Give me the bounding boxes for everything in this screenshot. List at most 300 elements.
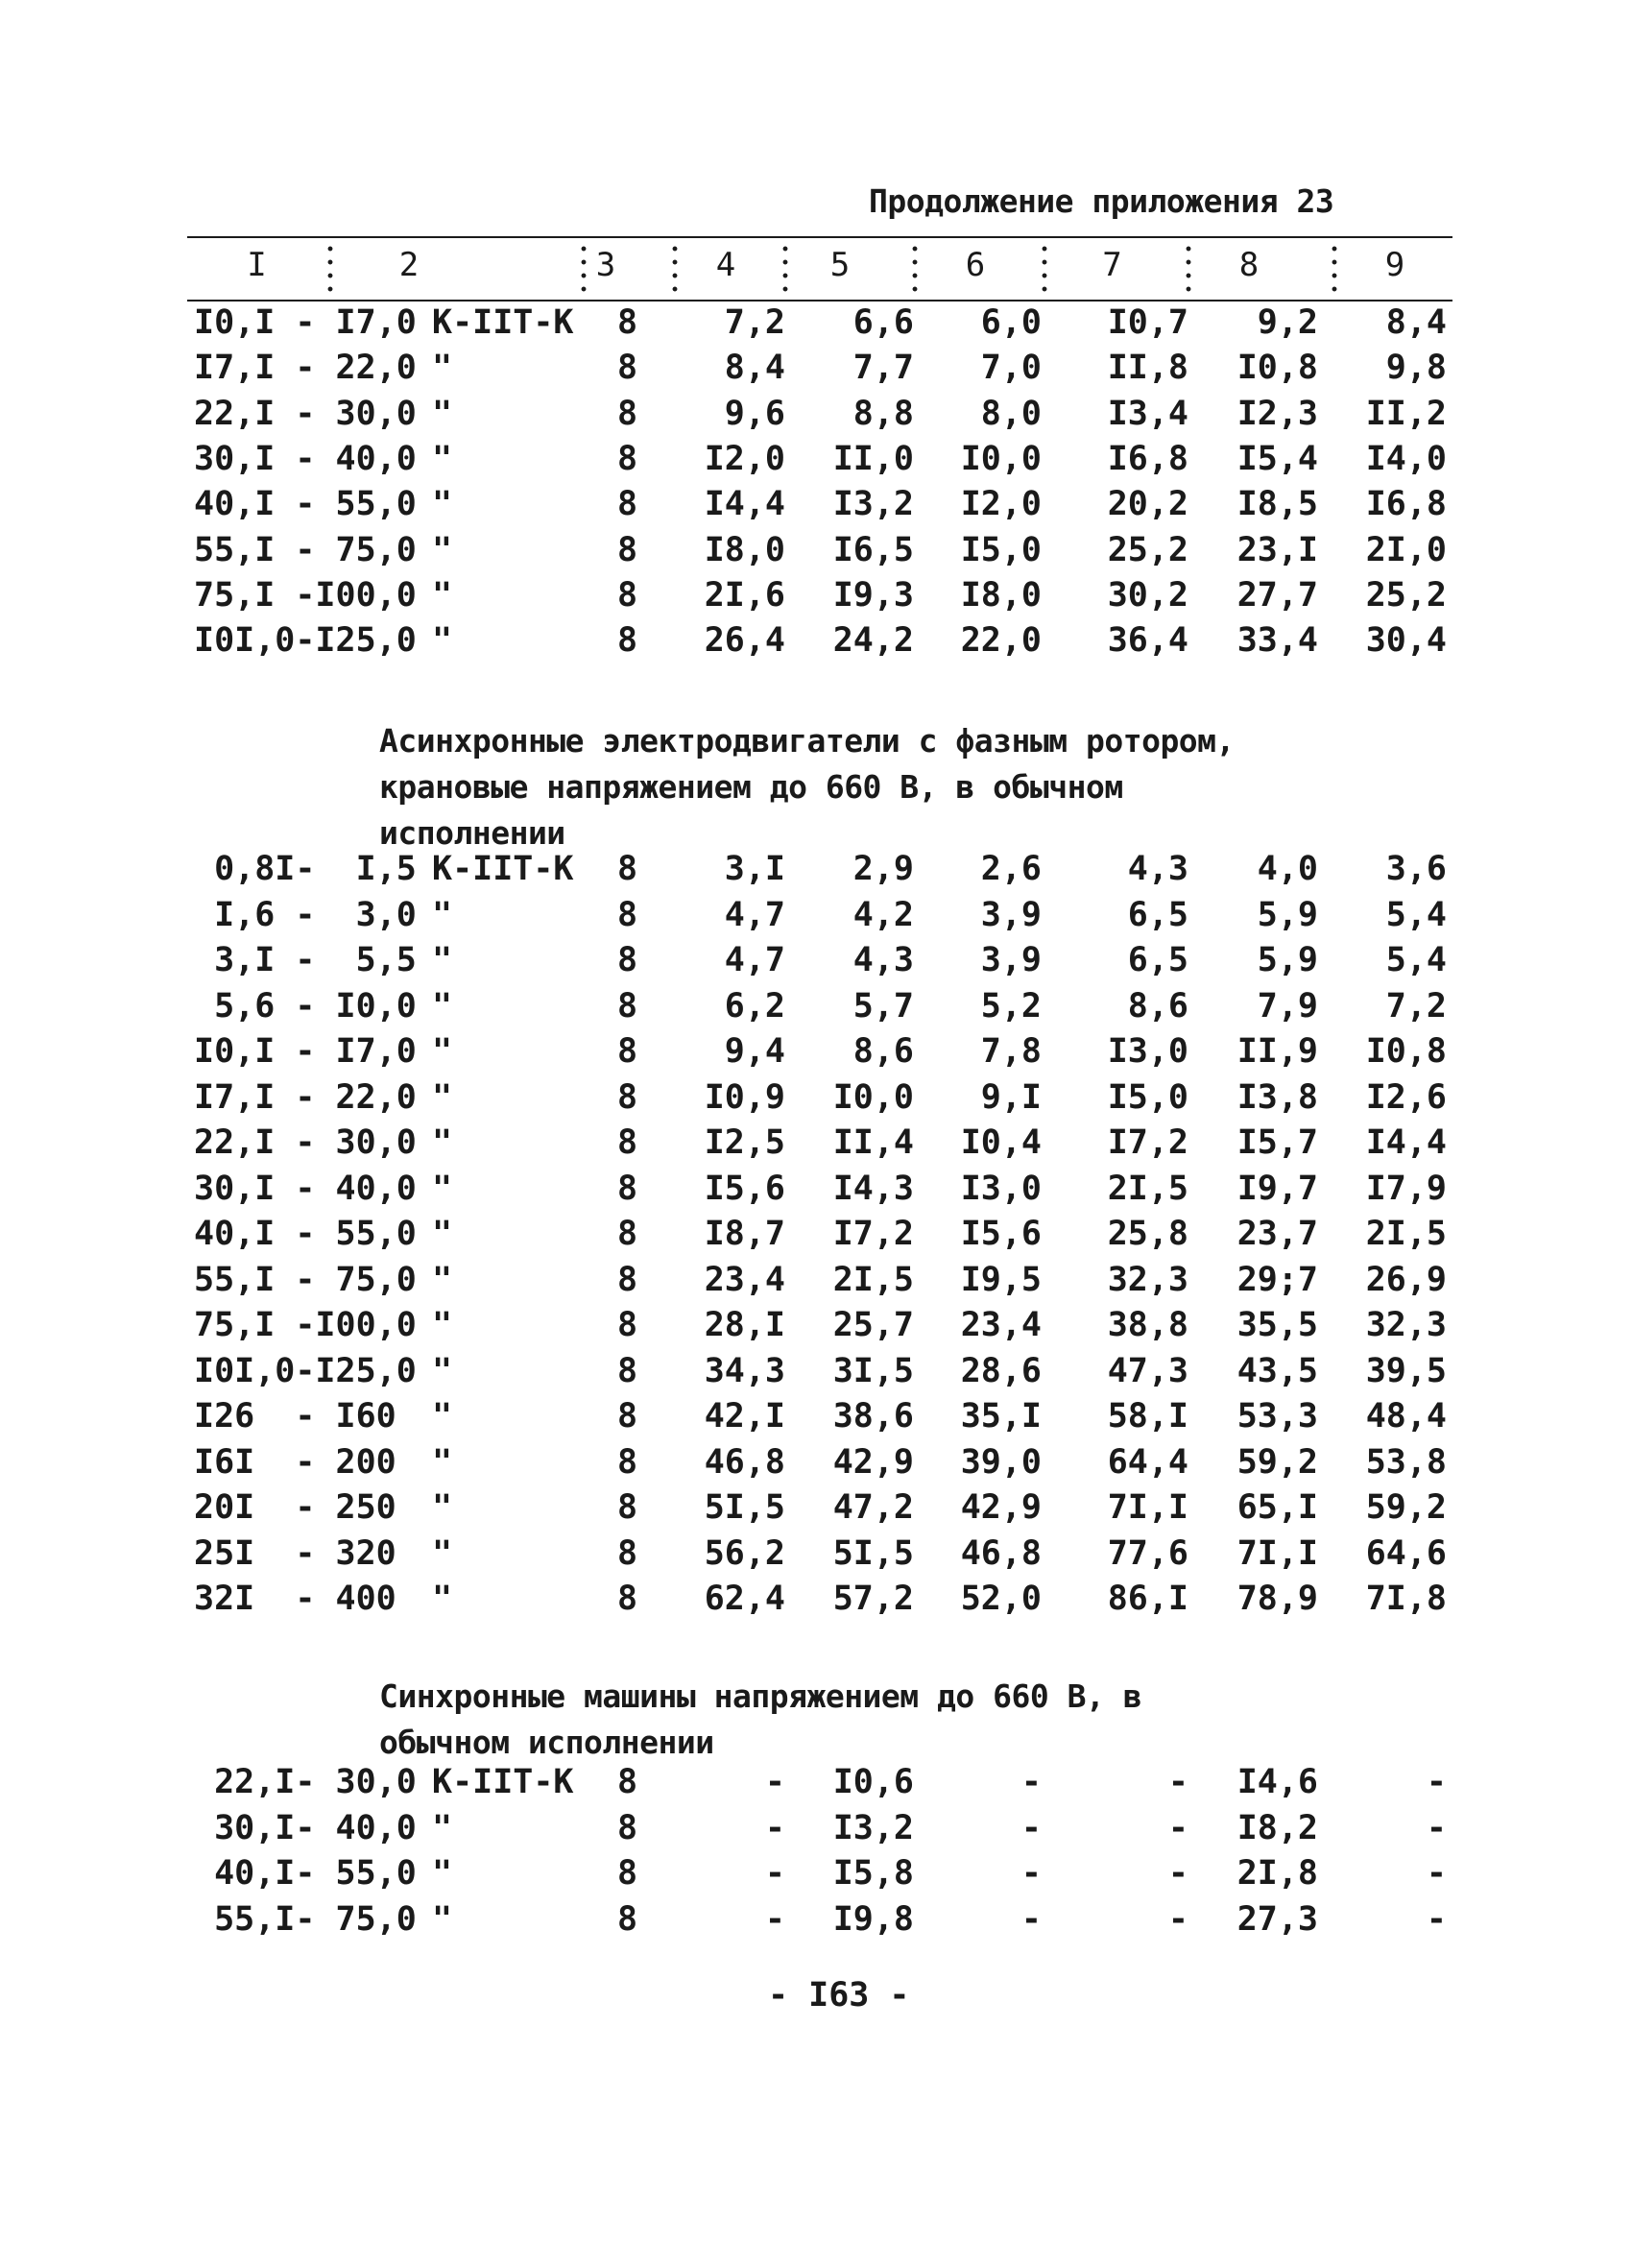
- table-cell-col-2: ": [432, 485, 453, 524]
- table-cell-col-6: 3,9: [980, 895, 1042, 934]
- table-cell-col-7: II,8: [1107, 349, 1188, 388]
- table-cell-col-2: ": [432, 1488, 453, 1527]
- table-cell-col-2: К-IIТ-К: [432, 850, 574, 888]
- table-cell-col-1: I0,I - I7,0: [194, 1032, 417, 1071]
- table-cell-col-2: ": [432, 1533, 453, 1573]
- table-cell-col-6: 28,6: [960, 1351, 1042, 1390]
- table-cell-col-5: I9,8: [832, 1899, 914, 1939]
- table-cell-col-9: 32,3: [1365, 1306, 1447, 1344]
- section-3-heading: [379, 1674, 1141, 1766]
- table-cell-col-9: I4,4: [1365, 1123, 1447, 1162]
- table-cell-col-9: I6,8: [1365, 485, 1447, 524]
- table-cell-col-1: I0I,0-I25,0: [194, 1351, 417, 1390]
- heading-line: Синхронные машины напряжением до 660 В, в: [379, 1677, 1142, 1715]
- table-cell-col-8: 9,2: [1257, 303, 1318, 342]
- header-bottom-rule: [187, 300, 1452, 302]
- table-cell-col-9: -: [1426, 1763, 1447, 1801]
- table-cell-col-6: 7,0: [980, 349, 1042, 388]
- table-cell-col-4: 28,I: [704, 1306, 785, 1344]
- table-cell-col-7: 4,3: [1127, 850, 1188, 888]
- table-cell-col-1: 22,I- 30,0: [194, 1763, 417, 1801]
- table-cell-col-5: 2,9: [852, 850, 914, 888]
- table-cell-col-9: -: [1426, 1854, 1447, 1893]
- table-cell-col-6: 2,6: [980, 850, 1042, 888]
- table-cell-col-3: 8: [617, 621, 638, 661]
- table-cell-col-3: 8: [617, 1854, 638, 1893]
- table-cell-col-9: 2I,5: [1365, 1215, 1447, 1253]
- table-row: [0, 1900, 1632, 1944]
- table-cell-col-3: 8: [617, 1397, 638, 1436]
- table-cell-col-9: 64,6: [1365, 1533, 1447, 1573]
- table-cell-col-9: I2,6: [1365, 1077, 1447, 1117]
- table-cell-col-1: 30,I - 40,0: [194, 439, 417, 478]
- table-cell-col-8: 59,2: [1236, 1442, 1318, 1482]
- table-cell-col-1: 0,8I- I,5: [194, 850, 417, 888]
- table-cell-col-8: 4,0: [1257, 850, 1318, 888]
- table-cell-col-4: I2,0: [704, 439, 785, 478]
- table-cell-col-5: 2I,5: [832, 1260, 914, 1299]
- table-cell-col-8: I4,6: [1236, 1763, 1318, 1801]
- table-cell-col-8: 35,5: [1236, 1306, 1318, 1344]
- table-cell-col-2: ": [432, 575, 453, 615]
- table-cell-col-5: 47,2: [832, 1488, 914, 1527]
- table-cell-col-6: 5,2: [980, 986, 1042, 1025]
- table-row: [0, 1763, 1632, 1807]
- table-cell-col-9: -: [1426, 1808, 1447, 1847]
- header-col-1: I: [247, 246, 267, 284]
- table-cell-col-3: 8: [617, 530, 638, 569]
- table-cell-col-1: 22,I - 30,0: [194, 394, 417, 433]
- table-row: [0, 1306, 1632, 1350]
- table-cell-col-5: 5I,5: [832, 1533, 914, 1573]
- table-cell-col-5: I3,2: [832, 485, 914, 524]
- table-cell-col-8: 5,9: [1257, 941, 1318, 979]
- table-cell-col-9: 5,4: [1385, 895, 1447, 934]
- table-cell-col-2: ": [432, 1169, 453, 1208]
- table-cell-col-1: I26 - I60: [194, 1397, 396, 1436]
- table-cell-col-8: I9,7: [1236, 1169, 1318, 1208]
- table-cell-col-9: 48,4: [1365, 1397, 1447, 1436]
- table-cell-col-4: 62,4: [704, 1580, 785, 1618]
- table-cell-col-9: 9,8: [1385, 349, 1447, 388]
- table-cell-col-4: I4,4: [704, 485, 785, 524]
- table-cell-col-6: 6,0: [980, 303, 1042, 342]
- table-cell-col-7: 6,5: [1127, 895, 1188, 934]
- table-cell-col-7: 20,2: [1107, 485, 1188, 524]
- table-cell-col-3: 8: [617, 1123, 638, 1162]
- table-cell-col-1: 55,I - 75,0: [194, 530, 417, 569]
- table-cell-col-4: 42,I: [704, 1397, 785, 1436]
- table-cell-col-4: 4,7: [724, 941, 785, 979]
- table-cell-col-8: 23,7: [1236, 1215, 1318, 1253]
- table-cell-col-5: I6,5: [832, 530, 914, 569]
- table-cell-col-6: I2,0: [960, 485, 1042, 524]
- table-cell-col-2: ": [432, 1260, 453, 1299]
- table-cell-col-5: 24,2: [832, 621, 914, 661]
- table-row: [0, 1352, 1632, 1396]
- table-cell-col-2: ": [432, 895, 453, 934]
- table-cell-col-6: -: [1020, 1899, 1042, 1939]
- heading-line: исполнении: [379, 814, 565, 852]
- table-cell-col-9: 26,9: [1365, 1260, 1447, 1299]
- table-cell-col-9: 25,2: [1365, 575, 1447, 615]
- table-cell-col-7: 32,3: [1107, 1260, 1188, 1299]
- table-cell-col-3: 8: [617, 303, 638, 342]
- table-row: [0, 1443, 1632, 1487]
- table-row: [0, 1580, 1632, 1624]
- table-cell-col-3: 8: [617, 1533, 638, 1573]
- table-cell-col-2: К-IIТ-К: [432, 1763, 574, 1801]
- table-cell-col-4: 7,2: [724, 303, 785, 342]
- table-cell-col-4: -: [764, 1763, 785, 1801]
- table-cell-col-4: 5I,5: [704, 1488, 785, 1527]
- table-cell-col-2: ": [432, 621, 453, 661]
- table-cell-col-5: 6,6: [852, 303, 914, 342]
- table-cell-col-5: II,0: [832, 439, 914, 478]
- table-cell-col-3: 8: [617, 941, 638, 979]
- table-cell-col-1: 40,I - 55,0: [194, 485, 417, 524]
- table-cell-col-2: ": [432, 1306, 453, 1344]
- table-cell-col-5: 4,2: [852, 895, 914, 934]
- table-cell-col-8: II,9: [1236, 1032, 1318, 1071]
- table-cell-col-6: 35,I: [960, 1397, 1042, 1436]
- table-row: [0, 1488, 1632, 1532]
- header-col-4: 4: [715, 246, 736, 284]
- table-cell-col-3: 8: [617, 439, 638, 478]
- table-row: [0, 303, 1632, 348]
- table-cell-col-9: I0,8: [1365, 1032, 1447, 1071]
- table-cell-col-1: I7,I - 22,0: [194, 1077, 417, 1117]
- table-cell-col-5: I0,0: [832, 1077, 914, 1117]
- table-cell-col-7: 25,8: [1107, 1215, 1188, 1253]
- table-cell-col-2: ": [432, 1442, 453, 1482]
- table-row: [0, 1032, 1632, 1076]
- table-cell-col-6: I5,6: [960, 1215, 1042, 1253]
- table-row: [0, 1397, 1632, 1441]
- table-cell-col-9: 53,8: [1365, 1442, 1447, 1482]
- table-cell-col-2: ": [432, 986, 453, 1025]
- table-cell-col-2: ": [432, 1123, 453, 1162]
- table-cell-col-8: 27,7: [1236, 575, 1318, 615]
- table-cell-col-8: I8,5: [1236, 485, 1318, 524]
- page-number: - I63 -: [768, 1976, 910, 2015]
- table-row: [0, 531, 1632, 575]
- table-cell-col-5: 8,8: [852, 394, 914, 433]
- table-cell-col-3: 8: [617, 1442, 638, 1482]
- table-cell-col-3: 8: [617, 394, 638, 433]
- table-row: [0, 850, 1632, 894]
- table-row: [0, 1078, 1632, 1122]
- table-cell-col-8: I3,8: [1236, 1077, 1318, 1117]
- table-cell-col-1: 55,I - 75,0: [194, 1260, 417, 1299]
- table-cell-col-5: II,4: [832, 1123, 914, 1162]
- table-cell-col-6: -: [1020, 1854, 1042, 1893]
- table-cell-col-9: 5,4: [1385, 941, 1447, 979]
- table-cell-col-7: 2I,5: [1107, 1169, 1188, 1208]
- table-cell-col-6: 23,4: [960, 1306, 1042, 1344]
- header-col-8: 8: [1238, 246, 1260, 284]
- table-cell-col-6: -: [1020, 1808, 1042, 1847]
- table-cell-col-6: 22,0: [960, 621, 1042, 661]
- table-cell-col-4: 8,4: [724, 349, 785, 388]
- table-cell-col-6: I3,0: [960, 1169, 1042, 1208]
- section-2-heading: [379, 718, 1235, 857]
- table-cell-col-4: 9,6: [724, 394, 785, 433]
- table-cell-col-6: I5,0: [960, 530, 1042, 569]
- table-cell-col-5: 25,7: [832, 1306, 914, 1344]
- table-cell-col-9: 8,4: [1385, 303, 1447, 342]
- table-cell-col-8: 65,I: [1236, 1488, 1318, 1527]
- table-cell-col-9: 39,5: [1365, 1351, 1447, 1390]
- table-cell-col-9: I4,0: [1365, 439, 1447, 478]
- table-cell-col-1: 20I - 250: [194, 1488, 396, 1527]
- table-cell-col-2: ": [432, 1032, 453, 1071]
- table-cell-col-7: -: [1167, 1854, 1188, 1893]
- header-col-9: 9: [1384, 246, 1405, 284]
- table-cell-col-6: I9,5: [960, 1260, 1042, 1299]
- table-row: [0, 621, 1632, 665]
- table-cell-col-8: 78,9: [1236, 1580, 1318, 1618]
- table-row: [0, 1854, 1632, 1898]
- table-cell-col-7: I7,2: [1107, 1123, 1188, 1162]
- table-cell-col-6: 52,0: [960, 1580, 1042, 1618]
- table-cell-col-7: I3,4: [1107, 394, 1188, 433]
- table-cell-col-7: 64,4: [1107, 1442, 1188, 1482]
- table-cell-col-5: 57,2: [832, 1580, 914, 1618]
- table-cell-col-1: 25I - 320: [194, 1533, 396, 1573]
- table-row: [0, 1215, 1632, 1259]
- table-cell-col-3: 8: [617, 1899, 638, 1939]
- table-cell-col-2: ": [432, 1899, 453, 1939]
- table-cell-col-5: I3,2: [832, 1808, 914, 1847]
- table-row: [0, 440, 1632, 484]
- table-cell-col-5: 3I,5: [832, 1351, 914, 1390]
- table-cell-col-4: 56,2: [704, 1533, 785, 1573]
- table-cell-col-6: 9,I: [980, 1077, 1042, 1117]
- table-cell-col-5: 42,9: [832, 1442, 914, 1482]
- table-row: [0, 485, 1632, 529]
- table-cell-col-9: 7I,8: [1365, 1580, 1447, 1618]
- table-cell-col-8: 27,3: [1236, 1899, 1318, 1939]
- table-cell-col-3: 8: [617, 1351, 638, 1390]
- table-cell-col-2: ": [432, 530, 453, 569]
- header-separator: [782, 238, 788, 300]
- table-cell-col-5: 8,6: [852, 1032, 914, 1071]
- table-cell-col-9: II,2: [1365, 394, 1447, 433]
- table-cell-col-8: 29;7: [1236, 1260, 1318, 1299]
- table-cell-col-1: 30,I - 40,0: [194, 1169, 417, 1208]
- table-cell-col-4: 4,7: [724, 895, 785, 934]
- table-cell-col-7: I6,8: [1107, 439, 1188, 478]
- table-cell-col-5: 5,7: [852, 986, 914, 1025]
- table-cell-col-1: I0,I - I7,0: [194, 303, 417, 342]
- table-cell-col-1: I0I,0-I25,0: [194, 621, 417, 661]
- table-cell-col-1: 3,I - 5,5: [194, 941, 417, 979]
- header-col-2: 2: [398, 246, 420, 284]
- table-cell-col-7: -: [1167, 1808, 1188, 1847]
- heading-line: Асинхронные электродвигатели с фазным ротором,: [379, 722, 1235, 760]
- table-cell-col-3: 8: [617, 1215, 638, 1253]
- table-cell-col-8: 23,I: [1236, 530, 1318, 569]
- table-cell-col-8: I5,4: [1236, 439, 1318, 478]
- table-cell-col-2: ": [432, 349, 453, 388]
- table-row: [0, 1809, 1632, 1853]
- table-cell-col-3: 8: [617, 575, 638, 615]
- table-cell-col-7: 86,I: [1107, 1580, 1188, 1618]
- table-cell-col-4: 46,8: [704, 1442, 785, 1482]
- heading-line: обычном исполнении: [379, 1724, 714, 1761]
- table-cell-col-9: 30,4: [1365, 621, 1447, 661]
- table-cell-col-3: 8: [617, 1488, 638, 1527]
- table-cell-col-8: 43,5: [1236, 1351, 1318, 1390]
- table-cell-col-1: 40,I- 55,0: [194, 1854, 417, 1893]
- table-cell-col-4: I2,5: [704, 1123, 785, 1162]
- table-cell-col-4: -: [764, 1899, 785, 1939]
- table-cell-col-7: 36,4: [1107, 621, 1188, 661]
- table-row: [0, 987, 1632, 1031]
- table-cell-col-5: 7,7: [852, 349, 914, 388]
- table-cell-col-4: 9,4: [724, 1032, 785, 1071]
- table-cell-col-8: 53,3: [1236, 1397, 1318, 1436]
- table-cell-col-7: I5,0: [1107, 1077, 1188, 1117]
- table-cell-col-1: 30,I- 40,0: [194, 1808, 417, 1847]
- table-cell-col-9: I7,9: [1365, 1169, 1447, 1208]
- table-cell-col-4: 3,I: [724, 850, 785, 888]
- table-cell-col-8: I2,3: [1236, 394, 1318, 433]
- table-row: [0, 896, 1632, 940]
- table-cell-col-7: -: [1167, 1763, 1188, 1801]
- table-cell-col-7: 7I,I: [1107, 1488, 1188, 1527]
- table-cell-col-7: 38,8: [1107, 1306, 1188, 1344]
- header-col-3: 3: [595, 246, 616, 284]
- header-col-5: 5: [829, 246, 851, 284]
- table-row: [0, 576, 1632, 620]
- table-cell-col-5: 38,6: [832, 1397, 914, 1436]
- table-cell-col-7: -: [1167, 1899, 1188, 1939]
- table-cell-col-7: 58,I: [1107, 1397, 1188, 1436]
- table-cell-col-6: I8,0: [960, 575, 1042, 615]
- table-cell-col-6: -: [1020, 1763, 1042, 1801]
- table-cell-col-6: 3,9: [980, 941, 1042, 979]
- table-row: [0, 349, 1632, 393]
- table-cell-col-4: 26,4: [704, 621, 785, 661]
- table-cell-col-1: 55,I- 75,0: [194, 1899, 417, 1939]
- table-cell-col-7: 30,2: [1107, 575, 1188, 615]
- table-cell-col-9: 59,2: [1365, 1488, 1447, 1527]
- table-cell-col-3: 8: [617, 1260, 638, 1299]
- table-cell-col-2: ": [432, 1215, 453, 1253]
- table-cell-col-1: 5,6 - I0,0: [194, 986, 417, 1025]
- table-cell-col-3: 8: [617, 1032, 638, 1071]
- table-cell-col-2: ": [432, 1854, 453, 1893]
- table-cell-col-8: 5,9: [1257, 895, 1318, 934]
- table-cell-col-5: I0,6: [832, 1763, 914, 1801]
- table-cell-col-8: I0,8: [1236, 349, 1318, 388]
- table-cell-col-4: I8,7: [704, 1215, 785, 1253]
- table-cell-col-1: 75,I -I00,0: [194, 575, 417, 615]
- table-cell-col-1: I7,I - 22,0: [194, 349, 417, 388]
- table-cell-col-3: 8: [617, 1306, 638, 1344]
- table-cell-col-1: I6I - 200: [194, 1442, 396, 1482]
- table-cell-col-3: 8: [617, 1169, 638, 1208]
- table-cell-col-6: I0,0: [960, 439, 1042, 478]
- table-cell-col-5: I9,3: [832, 575, 914, 615]
- table-row: [0, 941, 1632, 985]
- table-cell-col-7: 8,6: [1127, 986, 1188, 1025]
- table-cell-col-3: 8: [617, 1077, 638, 1117]
- table-cell-col-9: 3,6: [1385, 850, 1447, 888]
- table-cell-col-8: 2I,8: [1236, 1854, 1318, 1893]
- table-cell-col-5: I7,2: [832, 1215, 914, 1253]
- table-cell-col-8: I8,2: [1236, 1808, 1318, 1847]
- table-cell-col-5: I5,8: [832, 1854, 914, 1893]
- table-cell-col-5: I4,3: [832, 1169, 914, 1208]
- table-row: [0, 1261, 1632, 1305]
- table-cell-col-6: 7,8: [980, 1032, 1042, 1071]
- table-cell-col-7: 6,5: [1127, 941, 1188, 979]
- header-col-7: 7: [1102, 246, 1122, 284]
- table-cell-col-2: ": [432, 1808, 453, 1847]
- heading-line: крановые напряжением до 660 В, в обычном: [379, 768, 1123, 806]
- table-cell-col-2: К-IIТ-К: [432, 303, 574, 342]
- table-cell-col-2: ": [432, 1351, 453, 1390]
- header-col-6: 6: [965, 246, 986, 284]
- table-cell-col-1: 75,I -I00,0: [194, 1306, 417, 1344]
- table-cell-col-4: 23,4: [704, 1260, 785, 1299]
- table-cell-col-6: 46,8: [960, 1533, 1042, 1573]
- table-cell-col-3: 8: [617, 349, 638, 388]
- table-cell-col-7: 77,6: [1107, 1533, 1188, 1573]
- table-cell-col-1: 32I - 400: [194, 1580, 396, 1618]
- table-row: [0, 1123, 1632, 1168]
- table-cell-col-3: 8: [617, 895, 638, 934]
- table-cell-col-4: I8,0: [704, 530, 785, 569]
- table-cell-col-1: I,6 - 3,0: [194, 895, 417, 934]
- table-cell-col-7: 47,3: [1107, 1351, 1188, 1390]
- continuation-label: Продолжение приложения 23: [869, 182, 1334, 220]
- table-cell-col-3: 8: [617, 986, 638, 1025]
- table-cell-col-8: 7I,I: [1236, 1533, 1318, 1573]
- table-header: [187, 238, 1452, 300]
- table-cell-col-5: 4,3: [852, 941, 914, 979]
- table-cell-col-9: 2I,0: [1365, 530, 1447, 569]
- table-cell-col-4: 2I,6: [704, 575, 785, 615]
- table-cell-col-6: I0,4: [960, 1123, 1042, 1162]
- table-cell-col-6: 39,0: [960, 1442, 1042, 1482]
- table-cell-col-2: ": [432, 439, 453, 478]
- table-cell-col-9: -: [1426, 1899, 1447, 1939]
- table-cell-col-3: 8: [617, 1808, 638, 1847]
- table-cell-col-4: 6,2: [724, 986, 785, 1025]
- table-cell-col-6: 42,9: [960, 1488, 1042, 1527]
- table-row: [0, 1534, 1632, 1579]
- table-cell-col-6: 8,0: [980, 394, 1042, 433]
- table-cell-col-2: ": [432, 1397, 453, 1436]
- table-cell-col-7: 25,2: [1107, 530, 1188, 569]
- table-cell-col-2: ": [432, 1077, 453, 1117]
- table-cell-col-8: I5,7: [1236, 1123, 1318, 1162]
- table-cell-col-2: ": [432, 1580, 453, 1618]
- table-cell-col-4: I0,9: [704, 1077, 785, 1117]
- table-cell-col-4: 34,3: [704, 1351, 785, 1390]
- table-cell-col-2: ": [432, 394, 453, 433]
- table-cell-col-2: ": [432, 941, 453, 979]
- table-cell-col-3: 8: [617, 850, 638, 888]
- table-cell-col-3: 8: [617, 1763, 638, 1801]
- table-row: [0, 395, 1632, 439]
- table-cell-col-1: 22,I - 30,0: [194, 1123, 417, 1162]
- table-cell-col-3: 8: [617, 1580, 638, 1618]
